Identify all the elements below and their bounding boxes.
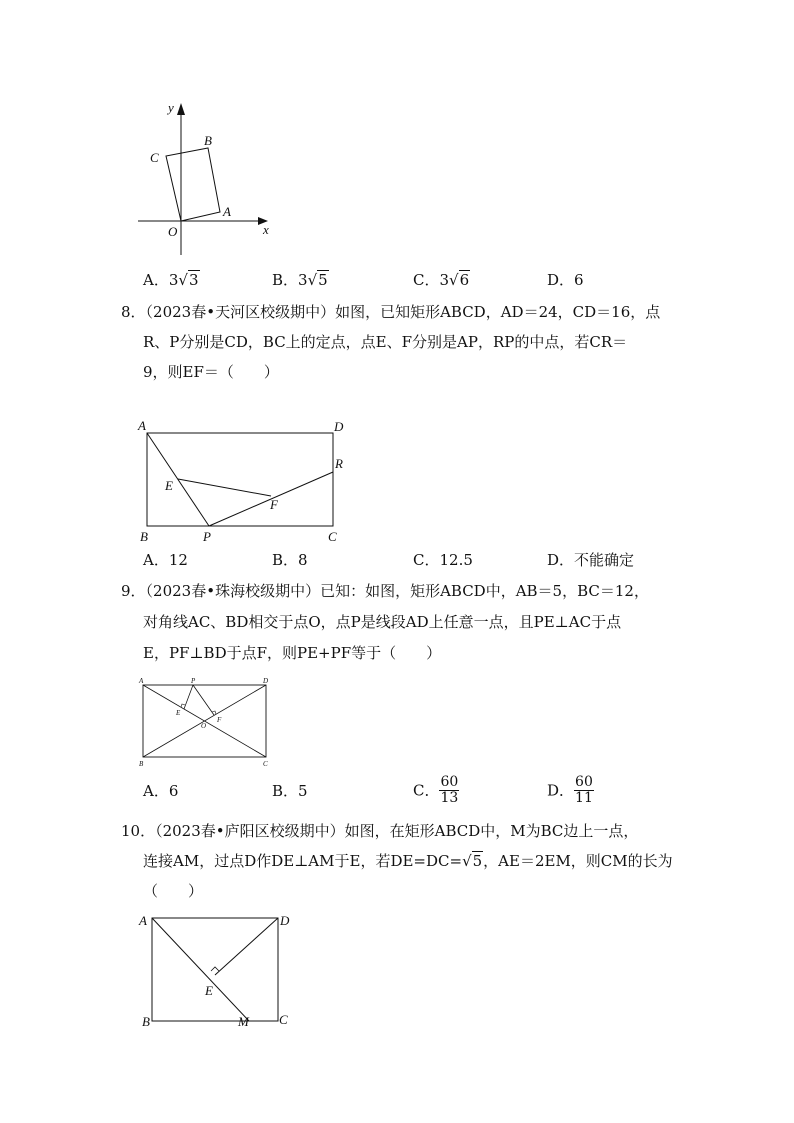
rectangle-obac bbox=[166, 148, 220, 221]
label-r: R bbox=[335, 456, 343, 471]
q9-option-b[interactable]: B．5 bbox=[272, 782, 308, 800]
q10-figure bbox=[135, 908, 300, 1033]
q9-text-line3: E，PF⊥BD于点F，则PE+PF等于（ ） bbox=[143, 644, 442, 662]
label-y: y bbox=[168, 100, 174, 115]
right-angle-e bbox=[211, 967, 219, 971]
label-e: E bbox=[165, 478, 173, 493]
q7-figure bbox=[130, 95, 280, 260]
q8-text-line1: 8．（2023春•天河区校级期中）如图，已知矩形ABCD，AD＝24，CD＝16，点 bbox=[121, 303, 661, 321]
label-p: P bbox=[203, 529, 211, 544]
fraction: $\frac{60}{11}$ bbox=[575, 774, 593, 806]
label-e: E bbox=[205, 983, 213, 998]
label-b: B bbox=[142, 1014, 150, 1029]
rectangle-abcd bbox=[152, 918, 278, 1021]
label-a: A bbox=[139, 677, 144, 685]
label-a: A bbox=[139, 913, 147, 928]
label-p: P bbox=[191, 677, 196, 685]
q7-option-b[interactable]: B．3√5 bbox=[272, 271, 328, 289]
sqrt-symbol: √5 bbox=[307, 271, 328, 289]
label-c: C bbox=[328, 529, 337, 544]
sqrt-symbol: √5 bbox=[462, 852, 483, 870]
label-d: D bbox=[334, 419, 344, 434]
q8-figure bbox=[135, 415, 360, 547]
label-e: E bbox=[176, 709, 181, 717]
q9-figure bbox=[136, 676, 276, 768]
label-c: C bbox=[263, 760, 268, 768]
q7-option-d[interactable]: D．6 bbox=[547, 271, 584, 289]
label-c: C bbox=[150, 150, 159, 165]
label-b: B bbox=[139, 760, 144, 768]
label-f: F bbox=[270, 497, 278, 512]
label-a: A bbox=[138, 418, 146, 433]
q9-option-c[interactable]: C． $\frac{60}{13}$ bbox=[413, 774, 459, 806]
y-axis-arrow bbox=[177, 103, 185, 115]
label-c: C bbox=[279, 1012, 288, 1027]
segment-pe bbox=[184, 685, 193, 709]
label-o: O bbox=[168, 224, 178, 239]
q8-text-line3: 9，则EF＝（ ） bbox=[143, 363, 279, 381]
label-o: O bbox=[201, 722, 207, 730]
segment-pf bbox=[193, 685, 214, 715]
label-f: F bbox=[217, 716, 222, 724]
q8-option-c[interactable]: C．12.5 bbox=[413, 551, 473, 569]
label-d: D bbox=[263, 677, 269, 685]
q9-text-line2: 对角线AC、BD相交于点O，点P是线段AD上任意一点，且PE⊥AC于点 bbox=[143, 613, 622, 631]
q9-option-a[interactable]: A．6 bbox=[143, 782, 179, 800]
q9-option-d[interactable]: D． $\frac{60}{11}$ bbox=[547, 774, 593, 806]
fraction: $\frac{60}{13}$ bbox=[440, 774, 459, 806]
label-m: M bbox=[238, 1014, 249, 1029]
sqrt-symbol: √6 bbox=[449, 271, 470, 289]
q10-text-line1: 10．（2023春•庐阳区校级期中）如图，在矩形ABCD中，M为BC边上一点， bbox=[121, 822, 639, 840]
segment-de bbox=[215, 918, 278, 975]
label-b: B bbox=[204, 133, 212, 148]
segment-ef bbox=[178, 479, 271, 496]
q8-text-line2: R、P分别是CD，BC上的定点，点E、F分别是AP，RP的中点，若CR＝ bbox=[143, 333, 628, 351]
segment-am bbox=[152, 918, 249, 1021]
label-b: B bbox=[140, 529, 148, 544]
q10-text-line3: （ ） bbox=[143, 882, 204, 900]
label-a: A bbox=[223, 204, 231, 219]
q8-option-d[interactable]: D．不能确定 bbox=[547, 551, 635, 569]
q8-option-b[interactable]: B．8 bbox=[272, 551, 308, 569]
right-angle-e bbox=[181, 704, 185, 707]
q10-text-line2: 连接AM，过点D作DE⊥AM于E，若DE=DC=√5，AE＝2EM，则CM的长为 bbox=[143, 852, 673, 870]
q7-option-a[interactable]: A．3√3 bbox=[143, 271, 199, 289]
label-x: x bbox=[263, 222, 269, 237]
label-d: D bbox=[280, 913, 290, 928]
q7-option-c[interactable]: C．3√6 bbox=[413, 271, 470, 289]
q9-text-line1: 9．（2023春•珠海校级期中）已知：如图，矩形ABCD中，AB＝5，BC＝12， bbox=[121, 582, 649, 600]
q8-option-a[interactable]: A．12 bbox=[143, 551, 188, 569]
sqrt-symbol: √3 bbox=[178, 271, 199, 289]
